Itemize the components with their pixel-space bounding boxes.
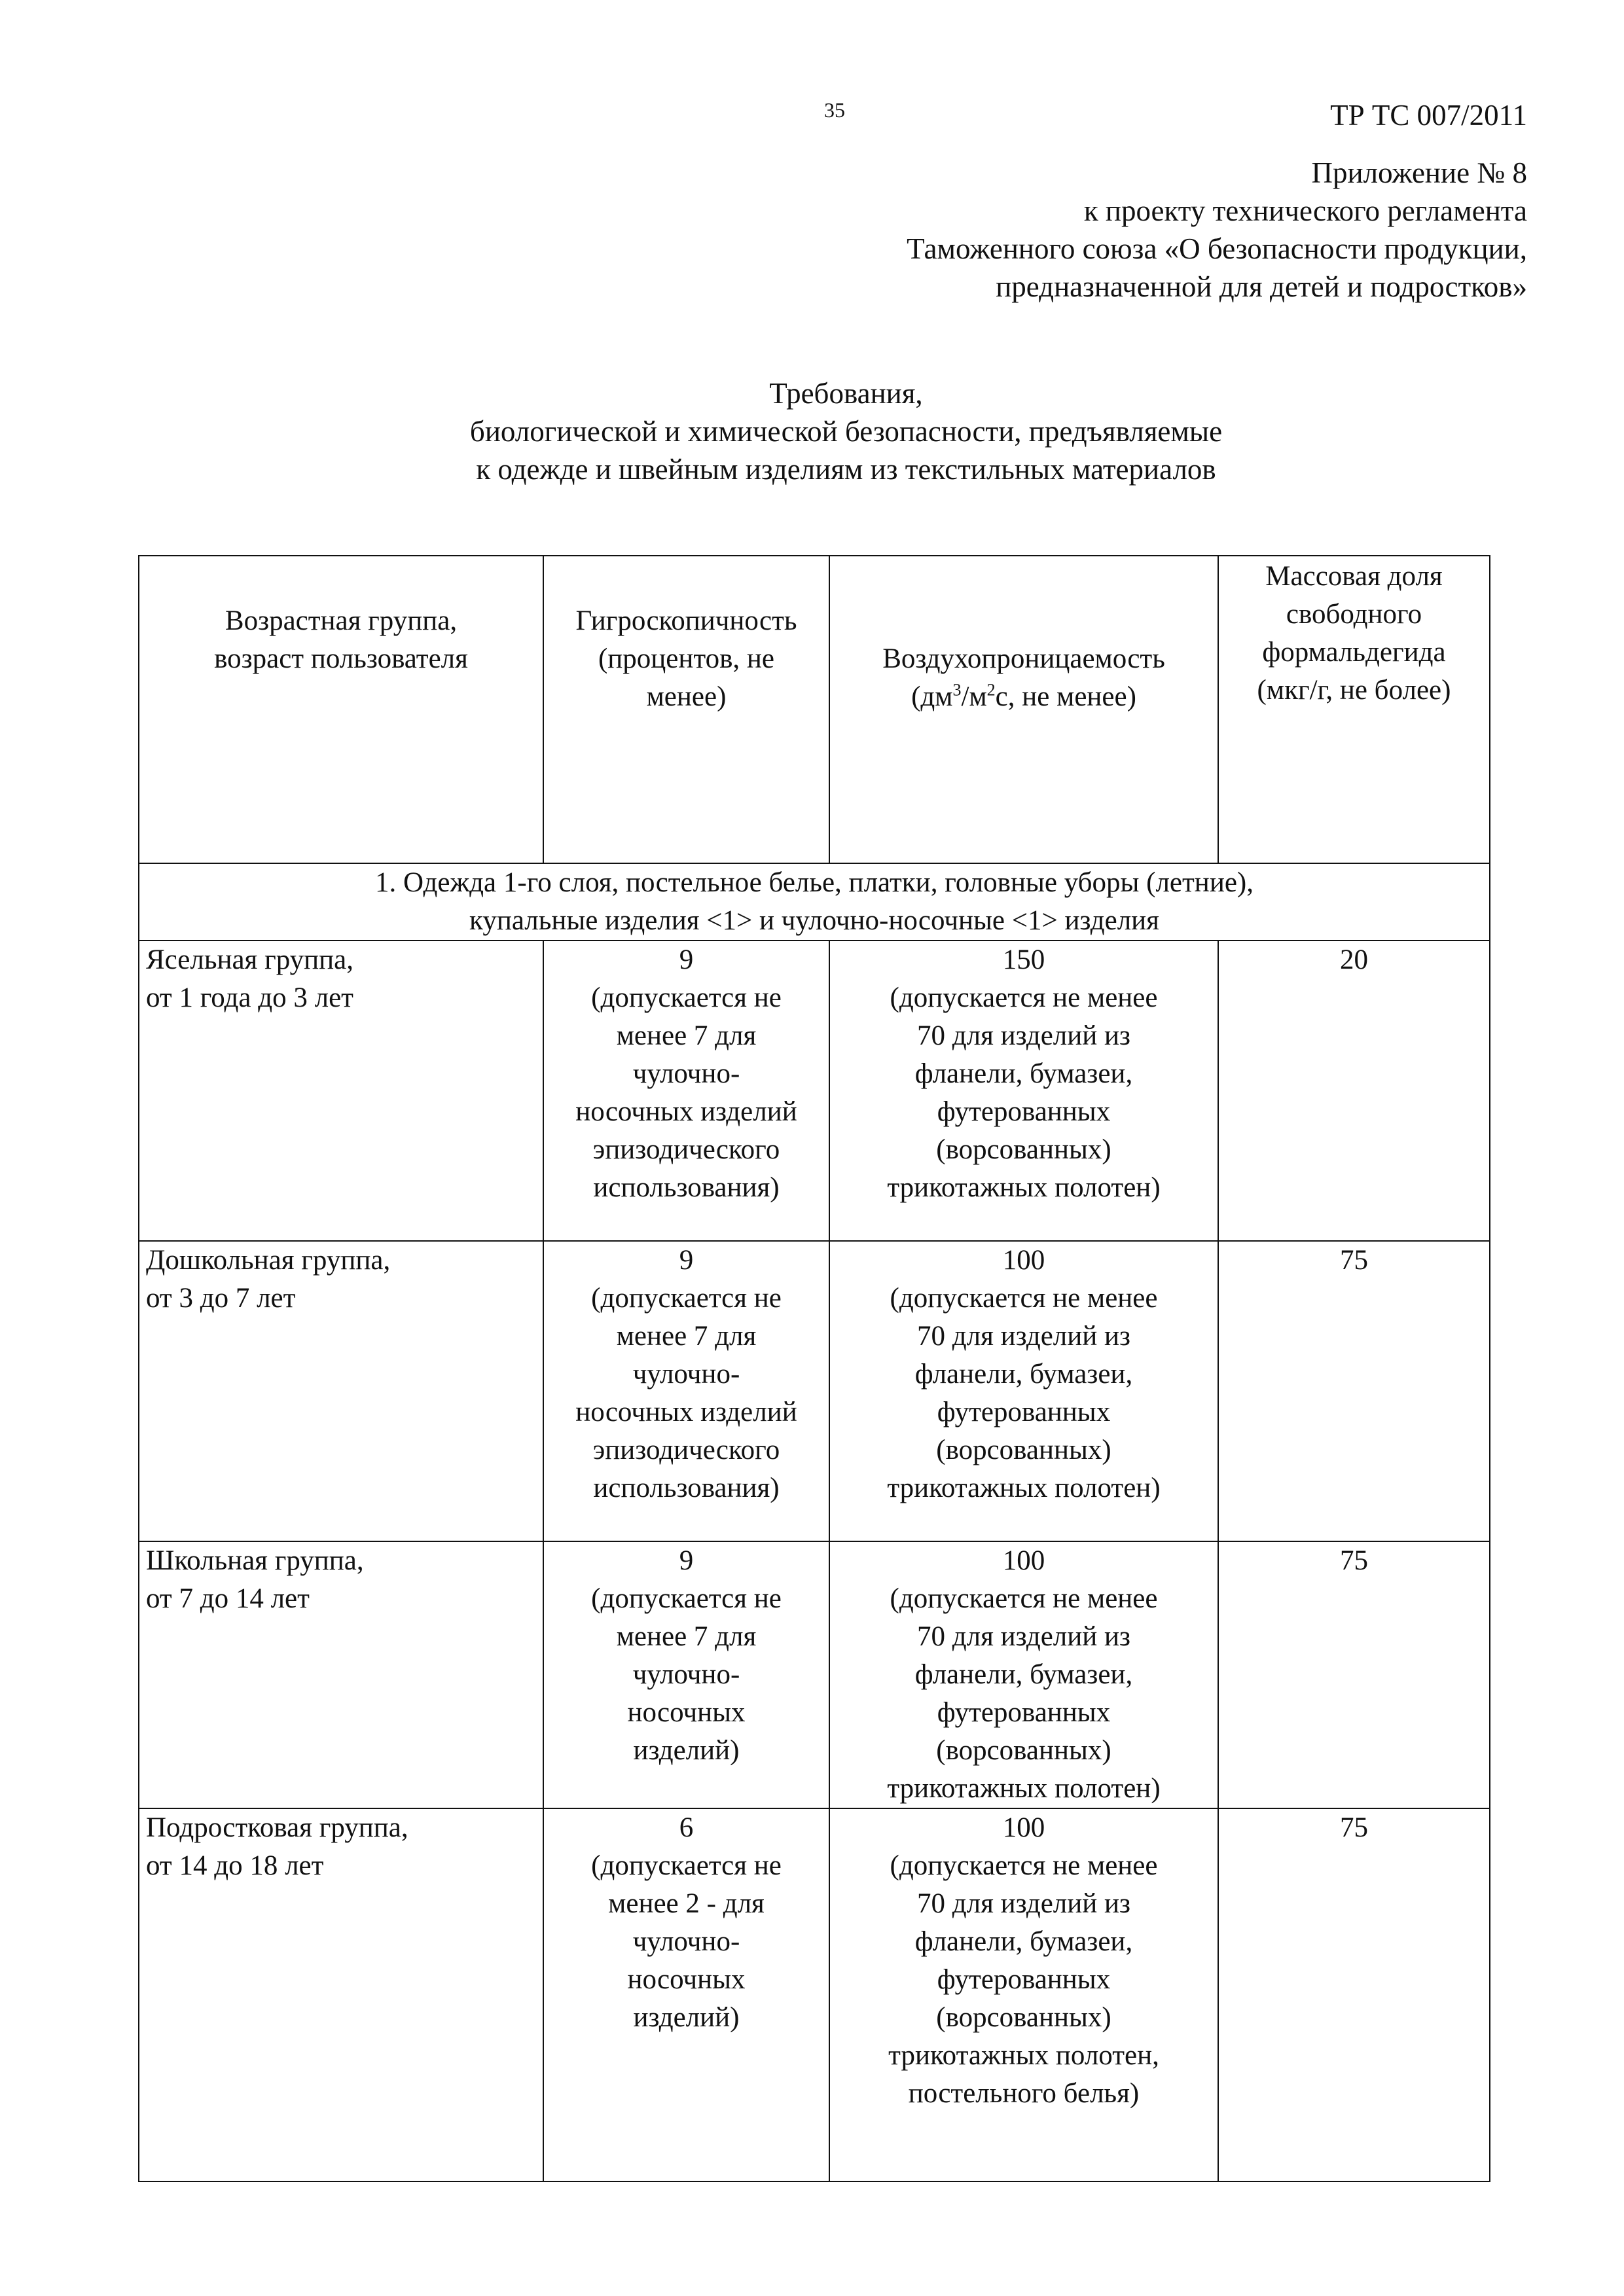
table-row [139, 1241, 1490, 1541]
table-row [139, 1541, 1490, 1808]
hygroscopicity-cell: 9 (допускается не менее 7 для чулочно- носочных изделий) [543, 1541, 829, 1808]
age-group-cell: Школьная группа, от 7 до 14 лет [139, 1541, 543, 1808]
document-code: ТР ТС 007/2011 [1330, 99, 1527, 132]
title-line: к одежде и швейным изделиям из текстильных материалов [476, 453, 1216, 486]
title-line: Требования, [769, 377, 923, 410]
section-row [139, 863, 1490, 941]
page-number: 35 [824, 98, 845, 122]
section-heading: 1. Одежда 1-го слоя, постельное белье, платки, головные уборы (летние), купальные изделия <1> и чулочно-носочные <1> изделия [139, 863, 1490, 941]
age-group-cell: Дошкольная группа, от 3 до 7 лет [139, 1241, 543, 1541]
appendix-line: к проекту технического регламента [1083, 194, 1527, 227]
formaldehyde-cell: 75 [1218, 1241, 1490, 1541]
table-row [139, 941, 1490, 1241]
formaldehyde-cell: 75 [1218, 1808, 1490, 2181]
header-formaldehyde: Массовая доля свободного формальдегида (мкг/г, не более) [1218, 556, 1490, 863]
appendix-line: предназначенной для детей и подростков» [996, 270, 1527, 303]
table-row [139, 1808, 1490, 2181]
title-line: биологической и химической безопасности, предъявляемые [469, 415, 1223, 448]
appendix-reference [907, 154, 1527, 306]
appendix-line: Таможенного союза «О безопасности продукции, [907, 232, 1527, 265]
hygroscopicity-cell: 6 (допускается не менее 2 - для чулочно- носочных изделий) [543, 1808, 829, 2181]
age-group-cell: Подростковая группа, от 14 до 18 лет [139, 1808, 543, 2181]
air-permeability-cell: 100 (допускается не менее 70 для изделий из фланели, бумазеи, футерованных (ворсованных) трикотажных полотен) [829, 1241, 1218, 1541]
header-hygroscopicity: Гигроскопичность (процентов, не менее) [543, 556, 829, 863]
formaldehyde-cell: 75 [1218, 1541, 1490, 1808]
document-title [131, 374, 1561, 488]
air-permeability-unit: ($дм^3/м^2с$, не менее) [911, 680, 1136, 712]
hygroscopicity-cell: 9 (допускается не менее 7 для чулочно- носочных изделий эпизодического использования) [543, 941, 829, 1241]
hygroscopicity-cell: 9 (допускается не менее 7 для чулочно- носочных изделий эпизодического использования) [543, 1241, 829, 1541]
air-permeability-cell: 100 (допускается не менее 70 для изделий из фланели, бумазеи, футерованных (ворсованных) трикотажных полотен, постельного белья) [829, 1808, 1218, 2181]
table-header-row [139, 556, 1490, 863]
air-permeability-cell: 150 (допускается не менее 70 для изделий из фланели, бумазеи, футерованных (ворсованных) трикотажных полотен) [829, 941, 1218, 1241]
header-air-permeability: Воздухопроницаемость ($дм^3/м^2с$, не менее) [829, 556, 1218, 863]
formaldehyde-cell: 20 [1218, 941, 1490, 1241]
age-group-cell: Ясельная группа, от 1 года до 3 лет [139, 941, 543, 1241]
air-permeability-cell: 100 (допускается не менее 70 для изделий из фланели, бумазеи, футерованных (ворсованных) трикотажных полотен) [829, 1541, 1218, 1808]
header-age-group: Возрастная группа, возраст пользователя [139, 556, 543, 863]
requirements-table [138, 555, 1490, 2182]
appendix-line: Приложение № 8 [1311, 156, 1527, 189]
